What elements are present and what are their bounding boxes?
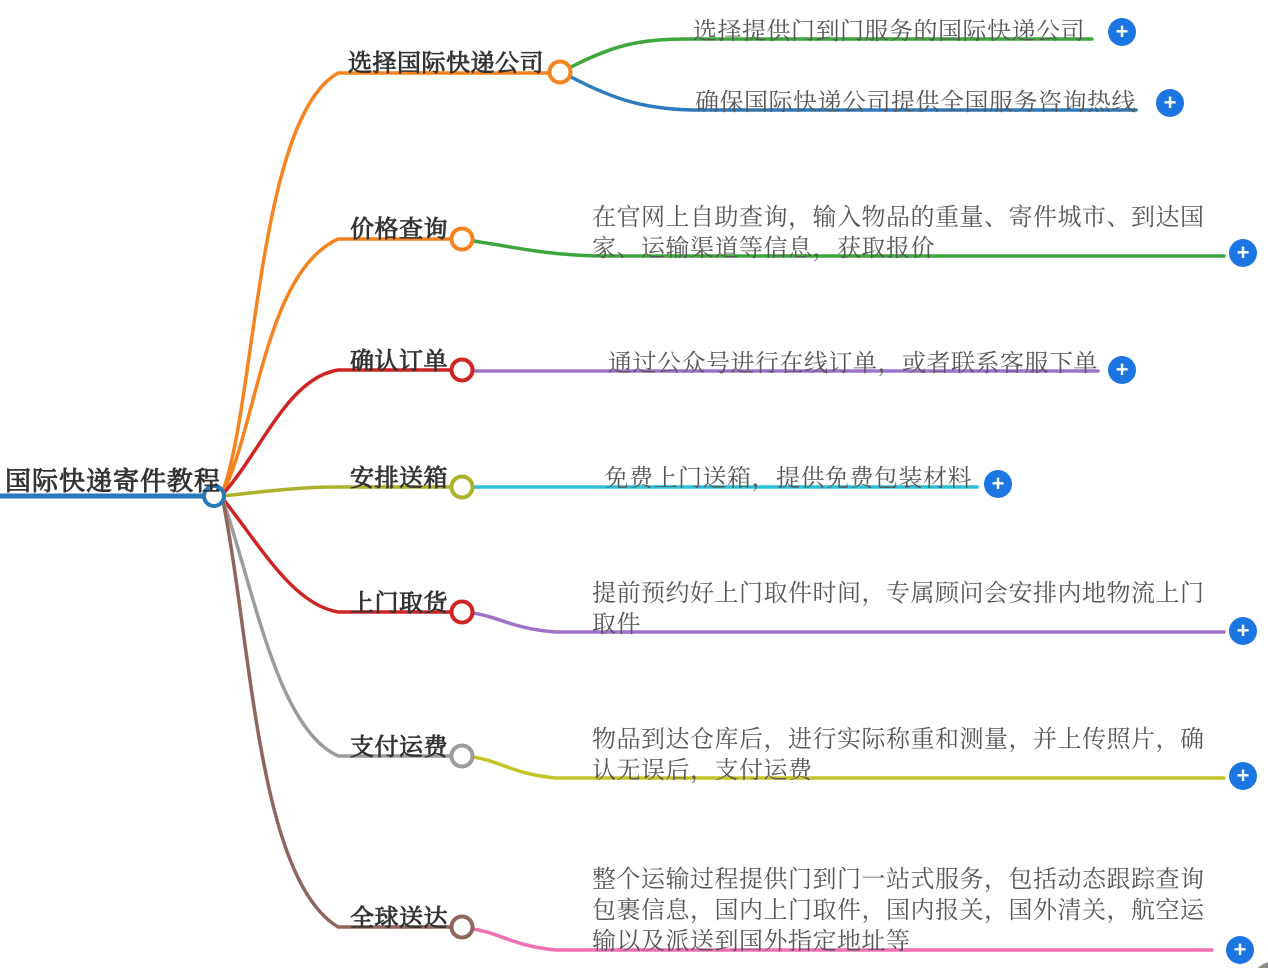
branch-label-select-company[interactable]: 选择国际快递公司 (348, 50, 544, 77)
leaf-text-weigh-pay[interactable]: 物品到达仓库后，进行实际称重和测量，并上传照片，确认无误后，支付运费 (592, 726, 1205, 784)
node-anchor-confirm-order[interactable] (452, 360, 473, 381)
leaf-text-price-query[interactable]: 在官网上自助查询，输入物品的重量、寄件城市、到达国家、运输渠道等信息，获取报价 (592, 204, 1205, 262)
node-anchor-door-pickup[interactable] (452, 602, 473, 623)
plus-icon: + (1233, 937, 1247, 962)
branch-label-global-delivery[interactable]: 全球送达 (350, 905, 448, 932)
node-anchor-global-delivery[interactable] (452, 917, 473, 938)
add-child-button-hotline[interactable] (1156, 89, 1184, 117)
plus-icon: + (1115, 19, 1129, 44)
add-child-button-weigh-pay[interactable] (1229, 762, 1257, 790)
add-child-button-door-to-door[interactable] (1108, 18, 1136, 46)
leaf-text-pickup-appointment[interactable]: 提前预约好上门取件时间，专属顾问会安排内地物流上门取件 (592, 580, 1205, 638)
root-node-label[interactable]: 国际快递寄件教程 (5, 466, 222, 496)
branch-label-price-inquiry[interactable]: 价格查询 (350, 216, 448, 243)
branch-label-confirm-order[interactable]: 确认订单 (350, 348, 448, 375)
plus-icon: + (1163, 90, 1177, 115)
plus-icon: + (1236, 763, 1250, 788)
leaf-text-door-to-door[interactable]: 选择提供门到门服务的国际快递公司 (693, 18, 1085, 45)
node-anchor-select-company[interactable] (550, 62, 571, 83)
add-child-button-price-query[interactable] (1229, 239, 1257, 267)
leaf-text-online-order[interactable]: 通过公众号进行在线订单，或者联系客服下单 (608, 350, 1098, 377)
plus-icon: + (991, 471, 1005, 496)
add-child-button-online-order[interactable] (1108, 356, 1136, 384)
connector-root-to-global-delivery (223, 501, 450, 927)
branch-label-pay-shipping[interactable]: 支付运费 (350, 734, 448, 761)
add-child-button-free-box[interactable] (984, 470, 1012, 498)
plus-icon: + (1236, 240, 1250, 265)
leaf-text-free-box[interactable]: 免费上门送箱，提供免费包装材料 (604, 465, 972, 492)
add-child-button-door-to-door-service[interactable] (1226, 936, 1254, 964)
node-anchor-pay-shipping[interactable] (452, 746, 473, 767)
branch-label-door-pickup[interactable]: 上门取货 (350, 590, 448, 617)
node-anchor-price-inquiry[interactable] (452, 229, 473, 250)
add-child-button-pickup-appointment[interactable] (1229, 617, 1257, 645)
plus-icon: + (1115, 357, 1129, 382)
leaf-text-hotline[interactable]: 确保国际快递公司提供全国服务咨询热线 (695, 89, 1136, 116)
node-anchor-arrange-box[interactable] (452, 477, 473, 498)
branch-label-arrange-box[interactable]: 安排送箱 (350, 465, 448, 492)
plus-icon: + (1236, 618, 1250, 643)
leaf-text-door-to-door-service[interactable]: 整个运输过程提供门到门一站式服务，包括动态跟踪查询包裹信息，国内上门取件，国内报关，国外清关，航空运输以及派送到国外指定地址等 (592, 866, 1205, 955)
